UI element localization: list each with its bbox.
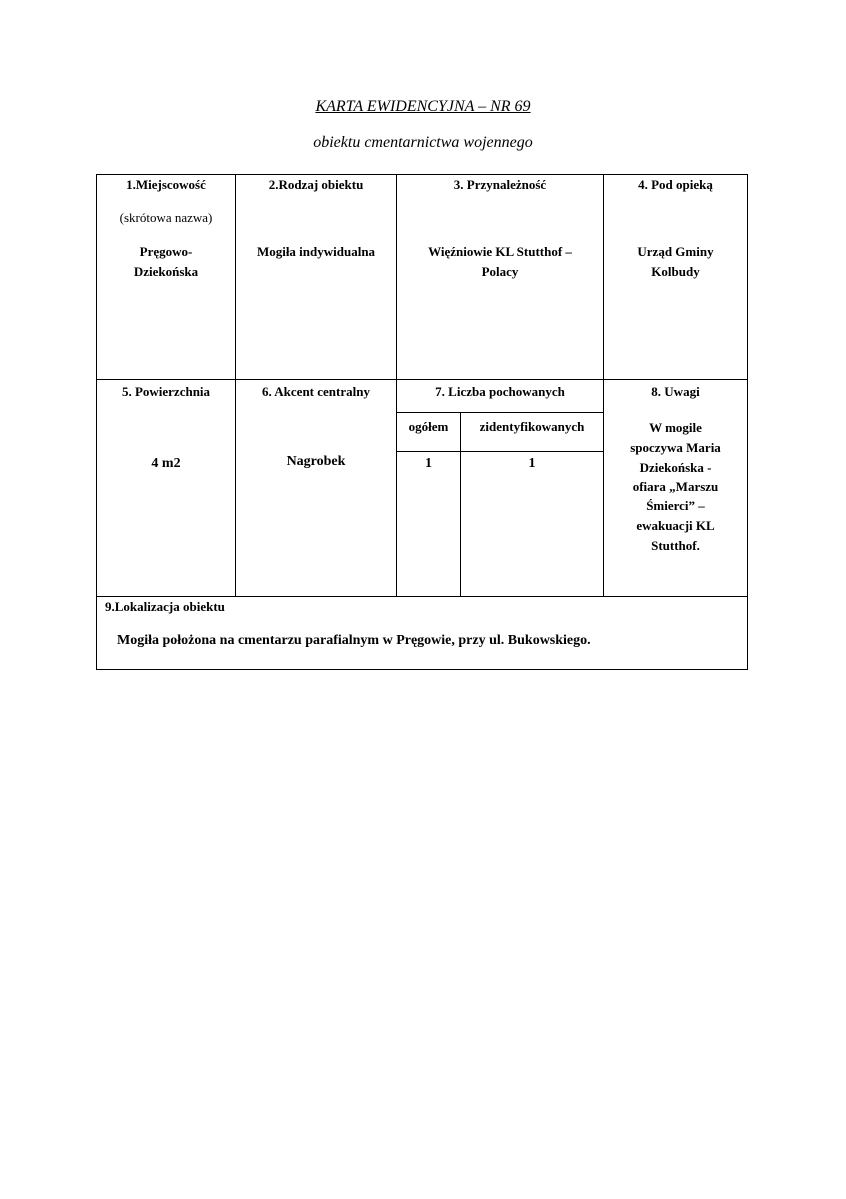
liczba-col-total: ogółem bbox=[408, 419, 449, 434]
liczba-label: 7. Liczba pochowanych bbox=[435, 384, 565, 399]
rodzaj-value: Mogiła indywidualna bbox=[256, 244, 376, 259]
uwagi-line-6: ewakuacji KL bbox=[636, 518, 715, 533]
rodzaj-label: 2.Rodzaj obiektu bbox=[268, 177, 364, 192]
liczba-total: 1 bbox=[425, 456, 432, 471]
akcent-value: Nagrobek bbox=[286, 454, 346, 469]
przynaleznosc-label: 3. Przynależność bbox=[453, 177, 547, 192]
uwagi-label: 8. Uwagi bbox=[651, 384, 700, 399]
uwagi-line-5: Śmierci” – bbox=[646, 498, 705, 513]
lokalizacja-value: Mogiła położona na cmentarzu parafialnym w Pręgowie, przy ul. Bukowskiego. bbox=[117, 633, 591, 648]
miejscowosc-label: 1.Miejscowość bbox=[126, 177, 206, 192]
uwagi-line-7: Stutthof. bbox=[651, 538, 700, 553]
uwagi-line-4: ofiara „Marszu bbox=[632, 479, 719, 494]
subtable-line-1 bbox=[396, 412, 604, 413]
uwagi-line-3: Dziekońska - bbox=[639, 460, 712, 475]
uwagi-line-2: spoczywa Maria bbox=[630, 440, 721, 455]
liczba-col-identified: zidentyfikowanych bbox=[479, 419, 585, 434]
subtable-line-2 bbox=[396, 451, 604, 452]
liczba-identified: 1 bbox=[528, 456, 536, 471]
card-title: KARTA EWIDENCYJNA – NR 69 bbox=[315, 98, 531, 115]
miejscowosc-value-2: Dziekońska bbox=[133, 264, 199, 279]
subtable-col-divider bbox=[460, 412, 461, 596]
powierzchnia-label: 5. Powierzchnia bbox=[121, 384, 211, 399]
miejscowosc-note: (skrótowa nazwa) bbox=[119, 210, 213, 225]
przynaleznosc-value-1: Więźniowie KL Stutthof – bbox=[428, 244, 572, 259]
miejscowosc-value-1: Pręgowo- bbox=[139, 244, 193, 259]
przynaleznosc-value-2: Polacy bbox=[481, 264, 519, 279]
record-card bbox=[96, 174, 748, 670]
opieka-value-1: Urząd Gminy bbox=[637, 244, 714, 259]
card-subtitle: obiektu cmentarnictwa wojennego bbox=[313, 134, 533, 151]
row-divider-1 bbox=[96, 379, 748, 380]
lokalizacja-label: 9.Lokalizacja obiektu bbox=[105, 599, 225, 614]
opieka-label: 4. Pod opieką bbox=[638, 177, 713, 192]
uwagi-line-1: W mogile bbox=[649, 420, 702, 435]
powierzchnia-value: 4 m2 bbox=[151, 456, 181, 471]
opieka-value-2: Kolbudy bbox=[651, 264, 700, 279]
border-bottom bbox=[96, 669, 748, 670]
akcent-label: 6. Akcent centralny bbox=[262, 384, 370, 399]
